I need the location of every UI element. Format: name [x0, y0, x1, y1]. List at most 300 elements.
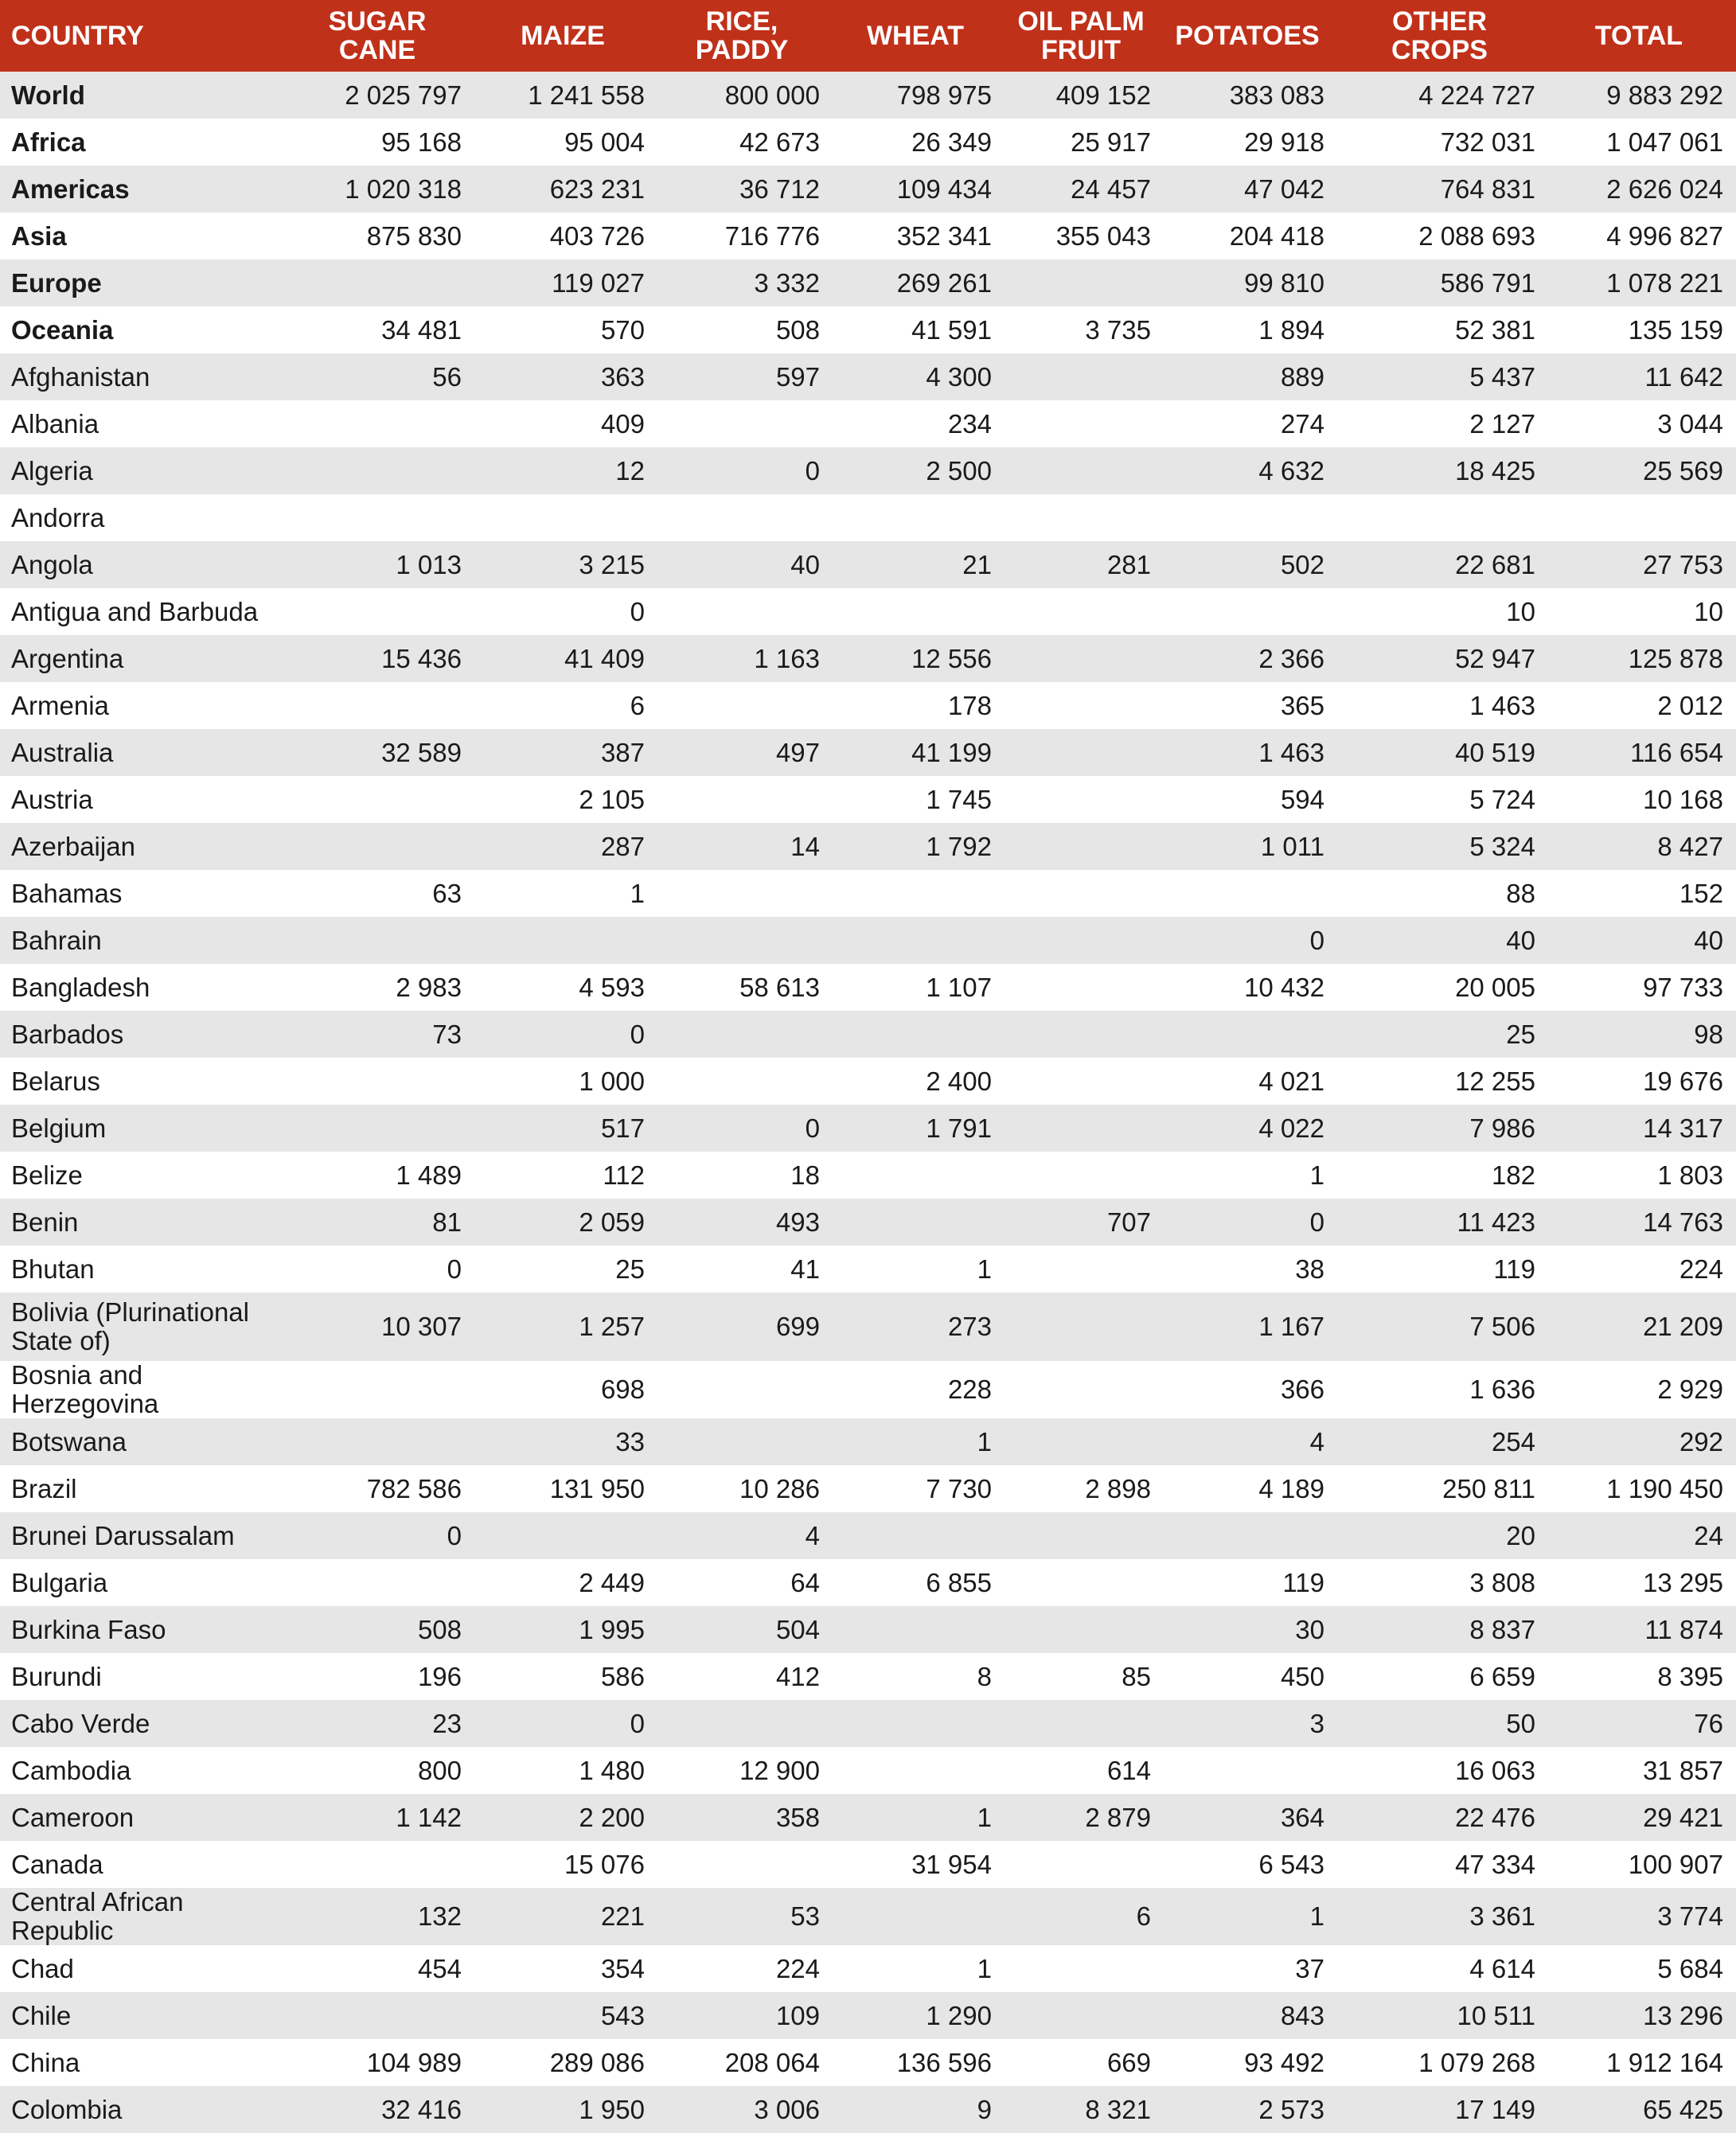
value-cell: 13 295: [1643, 1567, 1723, 1597]
table-row: [0, 1606, 1736, 1653]
table-row: [0, 1361, 1736, 1418]
value-cell: 6 659: [1469, 1661, 1535, 1691]
value-cell: 136 596: [896, 2047, 992, 2077]
table-row: [0, 1199, 1736, 1246]
value-cell: 0: [447, 1254, 462, 1284]
value-cell: 800 000: [724, 80, 820, 110]
value-cell: [1005, 494, 1164, 541]
value-cell: 2 983: [396, 972, 462, 1002]
value-cell: 88: [1506, 878, 1535, 908]
country-name-cell: Cambodia: [11, 1755, 131, 1785]
value-cell: 0: [805, 1113, 820, 1143]
value-cell: 29 421: [1643, 1802, 1723, 1832]
value-cell: 586: [600, 1661, 645, 1691]
country-name-cell: Algeria: [11, 455, 93, 485]
value-cell: 798 975: [896, 80, 992, 110]
value-cell: 1 636: [1469, 1375, 1535, 1404]
value-cell: 196: [417, 1661, 462, 1691]
value-cell: 42 673: [739, 127, 820, 157]
value-cell: 95 004: [564, 127, 645, 157]
value-cell: 30: [1295, 1614, 1324, 1644]
table-row: [0, 1559, 1736, 1606]
value-cell: [287, 682, 474, 729]
value-cell: [833, 870, 1005, 917]
value-cell: 614: [1106, 1755, 1151, 1785]
value-cell: 2 879: [1085, 1802, 1151, 1832]
value-cell: [1005, 353, 1164, 400]
country-name-cell: Angola: [11, 549, 93, 579]
value-cell: 4 022: [1258, 1113, 1324, 1143]
value-cell: [1005, 729, 1164, 776]
table-row: [0, 541, 1736, 588]
table-row: [0, 1011, 1736, 1058]
value-cell: 4: [805, 1520, 820, 1550]
table-row: [0, 870, 1736, 917]
value-cell: 2 059: [579, 1207, 645, 1237]
value-cell: 73: [432, 1019, 462, 1049]
value-cell: 716 776: [724, 220, 820, 251]
value-cell: 782 586: [366, 1473, 462, 1503]
country-name-cell: Central African Republic: [11, 1887, 184, 1945]
value-cell: 221: [600, 1901, 645, 1931]
value-cell: 454: [417, 1953, 462, 1983]
value-cell: 7 730: [926, 1473, 992, 1503]
country-name-cell: Belize: [11, 1160, 83, 1190]
value-cell: 355 043: [1055, 220, 1151, 251]
table-row: [0, 776, 1736, 823]
country-name-cell: Antigua and Barbuda: [11, 596, 259, 626]
country-name-cell: Chile: [11, 2000, 72, 2030]
value-cell: 10: [1694, 596, 1723, 626]
value-cell: [657, 588, 833, 635]
value-cell: 109 434: [896, 174, 992, 204]
table-row: [0, 306, 1736, 353]
value-cell: 19 676: [1643, 1066, 1723, 1096]
value-cell: 669: [1106, 2047, 1151, 2077]
table-row: [0, 447, 1736, 494]
value-cell: 125 878: [1628, 643, 1723, 673]
value-cell: 10 307: [381, 1312, 462, 1341]
value-cell: 98: [1694, 1019, 1723, 1049]
value-cell: 12 255: [1455, 1066, 1535, 1096]
value-cell: 2 127: [1469, 408, 1535, 439]
table-row: [0, 964, 1736, 1011]
value-cell: 1 792: [926, 831, 992, 861]
country-name-cell: Bulgaria: [11, 1567, 108, 1597]
value-cell: [287, 1105, 474, 1152]
value-cell: [287, 823, 474, 870]
country-name-cell: Burundi: [11, 1661, 102, 1691]
value-cell: [833, 1199, 1005, 1246]
value-cell: 502: [1280, 549, 1324, 579]
table-body: [0, 72, 1736, 2133]
value-cell: 0: [1309, 925, 1324, 955]
value-cell: 1: [1309, 1160, 1324, 1190]
value-cell: 623 231: [549, 174, 645, 204]
column-header-total: TOTAL: [1594, 21, 1683, 51]
value-cell: 21: [962, 549, 992, 579]
table-row: [0, 400, 1736, 447]
country-name-cell: Azerbaijan: [11, 831, 135, 861]
value-cell: 508: [417, 1614, 462, 1644]
country-name-cell: Armenia: [11, 690, 109, 720]
value-cell: 1 489: [396, 1160, 462, 1190]
value-cell: 3 332: [754, 267, 820, 298]
value-cell: [1337, 494, 1548, 541]
table-row: [0, 1945, 1736, 1992]
value-cell: 281: [1106, 549, 1151, 579]
value-cell: [287, 1418, 474, 1465]
value-cell: [1164, 1747, 1337, 1794]
value-cell: 58 613: [739, 972, 820, 1002]
value-cell: 2 025 797: [345, 80, 462, 110]
region-name-cell: Asia: [11, 220, 67, 251]
value-cell: 366: [1280, 1375, 1324, 1404]
value-cell: [287, 1992, 474, 2039]
value-cell: 4 224 727: [1418, 80, 1535, 110]
value-cell: [833, 1700, 1005, 1747]
table-row: [0, 1152, 1736, 1199]
value-cell: 11 642: [1644, 361, 1723, 392]
value-cell: 47 334: [1455, 1849, 1535, 1879]
value-cell: 41 591: [911, 314, 992, 345]
value-cell: [287, 400, 474, 447]
value-cell: 47 042: [1244, 174, 1324, 204]
value-cell: 2 088 693: [1418, 220, 1535, 251]
value-cell: 586 791: [1440, 267, 1535, 298]
value-cell: 292: [1679, 1426, 1723, 1456]
value-cell: 53: [790, 1901, 820, 1931]
value-cell: [1164, 1512, 1337, 1559]
value-cell: 4 632: [1258, 455, 1324, 485]
value-cell: 18 425: [1455, 455, 1535, 485]
value-cell: 22 476: [1455, 1802, 1535, 1832]
value-cell: 31 954: [911, 1849, 992, 1879]
value-cell: 25 917: [1071, 127, 1151, 157]
value-cell: 152: [1679, 878, 1723, 908]
country-name-cell: Canada: [11, 1849, 103, 1879]
value-cell: 4 996 827: [1606, 220, 1723, 251]
value-cell: 363: [600, 361, 645, 392]
value-cell: 21 209: [1643, 1312, 1723, 1341]
value-cell: 234: [947, 408, 992, 439]
value-cell: [1005, 1011, 1164, 1058]
value-cell: 1 020 318: [345, 174, 462, 204]
value-cell: 5 724: [1469, 784, 1535, 814]
value-cell: [1005, 1992, 1164, 2039]
value-cell: 1 290: [926, 2000, 992, 2030]
value-cell: 7 506: [1469, 1312, 1535, 1341]
value-cell: 9 883 292: [1606, 80, 1723, 110]
value-cell: 594: [1280, 784, 1324, 814]
value-cell: 178: [947, 690, 992, 720]
value-cell: 25: [1506, 1019, 1535, 1049]
value-cell: 41 199: [911, 737, 992, 767]
value-cell: 4 614: [1469, 1953, 1535, 1983]
value-cell: [1005, 588, 1164, 635]
value-cell: 352 341: [896, 220, 992, 251]
table-row: [0, 1058, 1736, 1105]
value-cell: 1 950: [579, 2094, 645, 2124]
country-name-cell: Chad: [11, 1953, 74, 1983]
value-cell: [1005, 1418, 1164, 1465]
value-cell: [1005, 1700, 1164, 1747]
value-cell: [657, 1361, 833, 1418]
value-cell: 698: [600, 1375, 645, 1404]
value-cell: 182: [1491, 1160, 1535, 1190]
value-cell: 3 044: [1657, 408, 1723, 439]
value-cell: 289 086: [549, 2047, 645, 2077]
value-cell: 135 159: [1628, 314, 1723, 345]
value-cell: [1005, 1361, 1164, 1418]
value-cell: 4: [1309, 1426, 1324, 1456]
value-cell: 3 215: [579, 549, 645, 579]
value-cell: 1 078 221: [1606, 267, 1723, 298]
value-cell: 116 654: [1630, 737, 1723, 767]
column-header-country: COUNTRY: [11, 21, 144, 51]
country-name-cell: Australia: [11, 737, 114, 767]
value-cell: 1 463: [1469, 690, 1535, 720]
value-cell: 24 457: [1071, 174, 1151, 204]
value-cell: 1 257: [579, 1312, 645, 1341]
value-cell: [1005, 259, 1164, 306]
value-cell: [657, 1058, 833, 1105]
table-row: [0, 1293, 1736, 1361]
value-cell: [833, 1606, 1005, 1653]
table-row: [0, 166, 1736, 213]
value-cell: [1005, 447, 1164, 494]
value-cell: [287, 1361, 474, 1418]
country-name-cell: Bosnia and Herzegovina: [11, 1360, 159, 1418]
value-cell: 3 808: [1469, 1567, 1535, 1597]
value-cell: 95 168: [381, 127, 462, 157]
value-cell: 109: [775, 2000, 820, 2030]
value-cell: 208 064: [724, 2047, 820, 2077]
value-cell: 0: [630, 596, 645, 626]
table-row: [0, 213, 1736, 259]
value-cell: 2 200: [579, 1802, 645, 1832]
value-cell: 4 189: [1258, 1473, 1324, 1503]
value-cell: [657, 870, 833, 917]
value-cell: 112: [603, 1160, 645, 1190]
value-cell: [1005, 635, 1164, 682]
value-cell: 2 400: [926, 1066, 992, 1096]
value-cell: 64: [790, 1567, 820, 1597]
country-name-cell: Botswana: [11, 1426, 127, 1456]
table-row: [0, 1465, 1736, 1512]
value-cell: 364: [1280, 1802, 1324, 1832]
value-cell: 1 912 164: [1606, 2047, 1723, 2077]
value-cell: 41 409: [564, 643, 645, 673]
value-cell: 14 317: [1643, 1113, 1723, 1143]
country-name-cell: Argentina: [11, 643, 124, 673]
value-cell: 1 167: [1258, 1312, 1324, 1341]
value-cell: [287, 917, 474, 964]
table-row: [0, 1105, 1736, 1152]
value-cell: 1: [1309, 1901, 1324, 1931]
value-cell: [1164, 494, 1337, 541]
value-cell: [833, 917, 1005, 964]
value-cell: [1005, 1058, 1164, 1105]
value-cell: 10 168: [1643, 784, 1723, 814]
value-cell: 1: [977, 1953, 992, 1983]
value-cell: 12: [615, 455, 645, 485]
value-cell: 383 083: [1229, 80, 1324, 110]
table-row: [0, 1747, 1736, 1794]
country-name-cell: Andorra: [11, 502, 105, 532]
value-cell: 6 855: [926, 1567, 992, 1597]
value-cell: 224: [775, 1953, 820, 1983]
value-cell: 269 261: [896, 267, 992, 298]
value-cell: 1 745: [926, 784, 992, 814]
value-cell: [657, 400, 833, 447]
value-cell: 0: [805, 455, 820, 485]
value-cell: 493: [775, 1207, 820, 1237]
value-cell: 36 712: [739, 174, 820, 204]
value-cell: [1005, 682, 1164, 729]
value-cell: 23: [432, 1708, 462, 1738]
value-cell: [1005, 1152, 1164, 1199]
column-header-sugar-cane: SUGAR CANE: [328, 6, 427, 65]
value-cell: [1005, 1841, 1164, 1888]
table-row: [0, 1700, 1736, 1747]
value-cell: [657, 776, 833, 823]
value-cell: [474, 917, 657, 964]
country-name-cell: Belarus: [11, 1066, 100, 1096]
value-cell: 14 763: [1643, 1207, 1723, 1237]
value-cell: 2 366: [1258, 643, 1324, 673]
value-cell: 99 810: [1244, 267, 1324, 298]
value-cell: 6: [1136, 1901, 1151, 1931]
value-cell: 1 047 061: [1606, 127, 1723, 157]
value-cell: 2 105: [579, 784, 645, 814]
value-cell: 1 013: [396, 549, 462, 579]
value-cell: 699: [775, 1312, 820, 1341]
value-cell: [833, 1888, 1005, 1945]
value-cell: 3: [1309, 1708, 1324, 1738]
value-cell: 875 830: [366, 220, 462, 251]
country-name-cell: Bolivia (Plurinational State of): [11, 1297, 249, 1355]
value-cell: 2 500: [926, 455, 992, 485]
value-cell: 34 481: [381, 314, 462, 345]
value-cell: 32 589: [381, 737, 462, 767]
value-cell: 1 241 558: [528, 80, 645, 110]
value-cell: 412: [775, 1661, 820, 1691]
table-row: [0, 72, 1736, 119]
value-cell: 14: [790, 831, 820, 861]
value-cell: [474, 494, 657, 541]
country-name-cell: Cabo Verde: [11, 1708, 150, 1738]
value-cell: 119: [1282, 1567, 1324, 1597]
value-cell: 5 684: [1657, 1953, 1723, 1983]
value-cell: 1 894: [1258, 314, 1324, 345]
value-cell: [1005, 870, 1164, 917]
value-cell: [1005, 1559, 1164, 1606]
value-cell: [287, 1559, 474, 1606]
value-cell: 16 063: [1455, 1755, 1535, 1785]
region-name-cell: Africa: [11, 127, 86, 157]
value-cell: 707: [1106, 1207, 1151, 1237]
value-cell: 273: [947, 1312, 992, 1341]
value-cell: 1: [977, 1254, 992, 1284]
value-cell: 13 296: [1643, 2000, 1723, 2030]
value-cell: 3 774: [1657, 1901, 1723, 1931]
value-cell: 97 733: [1643, 972, 1723, 1002]
value-cell: 287: [600, 831, 645, 861]
table-row: [0, 823, 1736, 870]
value-cell: 387: [600, 737, 645, 767]
column-header-maize: MAIZE: [521, 21, 605, 51]
value-cell: 1 190 450: [1606, 1473, 1723, 1503]
value-cell: 81: [432, 1207, 462, 1237]
column-header-potatoes: POTATOES: [1175, 21, 1320, 51]
value-cell: [287, 1058, 474, 1105]
value-cell: 450: [1280, 1661, 1324, 1691]
value-cell: 1: [977, 1426, 992, 1456]
value-cell: [1005, 1293, 1164, 1361]
country-name-cell: Bangladesh: [11, 972, 150, 1002]
value-cell: 104 989: [366, 2047, 462, 2077]
region-name-cell: Americas: [11, 174, 130, 204]
country-name-cell: Burkina Faso: [11, 1614, 166, 1644]
value-cell: 12 900: [739, 1755, 820, 1785]
value-cell: 119: [1493, 1254, 1535, 1284]
value-cell: 40: [790, 549, 820, 579]
value-cell: 8 837: [1469, 1614, 1535, 1644]
value-cell: 25 569: [1643, 455, 1723, 485]
value-cell: 504: [775, 1614, 820, 1644]
value-cell: 800: [417, 1755, 462, 1785]
table-row: [0, 259, 1736, 306]
value-cell: 38: [1295, 1254, 1324, 1284]
country-name-cell: China: [11, 2047, 80, 2077]
value-cell: 2 012: [1657, 690, 1723, 720]
value-cell: 10 286: [739, 1473, 820, 1503]
table-row: [0, 353, 1736, 400]
value-cell: [287, 447, 474, 494]
value-cell: [1005, 1606, 1164, 1653]
table-row: [0, 1512, 1736, 1559]
value-cell: 1 480: [579, 1755, 645, 1785]
value-cell: 274: [1280, 408, 1324, 439]
value-cell: 37: [1295, 1953, 1324, 1983]
value-cell: 228: [947, 1375, 992, 1404]
table-row: [0, 1246, 1736, 1293]
value-cell: 204 418: [1229, 220, 1324, 251]
value-cell: 4 021: [1258, 1066, 1324, 1096]
value-cell: 17 149: [1455, 2094, 1535, 2124]
value-cell: 76: [1694, 1708, 1723, 1738]
value-cell: [1005, 1105, 1164, 1152]
country-name-cell: Bahrain: [11, 925, 102, 955]
value-cell: 358: [775, 1802, 820, 1832]
table-row: [0, 682, 1736, 729]
value-cell: 2 573: [1258, 2094, 1324, 2124]
value-cell: 22 681: [1455, 549, 1535, 579]
value-cell: 4 593: [579, 972, 645, 1002]
table-row: [0, 1888, 1736, 1945]
value-cell: 2 626 024: [1606, 174, 1723, 204]
value-cell: 224: [1679, 1254, 1723, 1284]
value-cell: 12 556: [911, 643, 992, 673]
table-row: [0, 917, 1736, 964]
value-cell: 1 107: [926, 972, 992, 1002]
value-cell: [1005, 823, 1164, 870]
value-cell: [833, 1011, 1005, 1058]
value-cell: 24: [1694, 1520, 1723, 1550]
value-cell: [1005, 1945, 1164, 1992]
value-cell: 1 000: [579, 1066, 645, 1096]
